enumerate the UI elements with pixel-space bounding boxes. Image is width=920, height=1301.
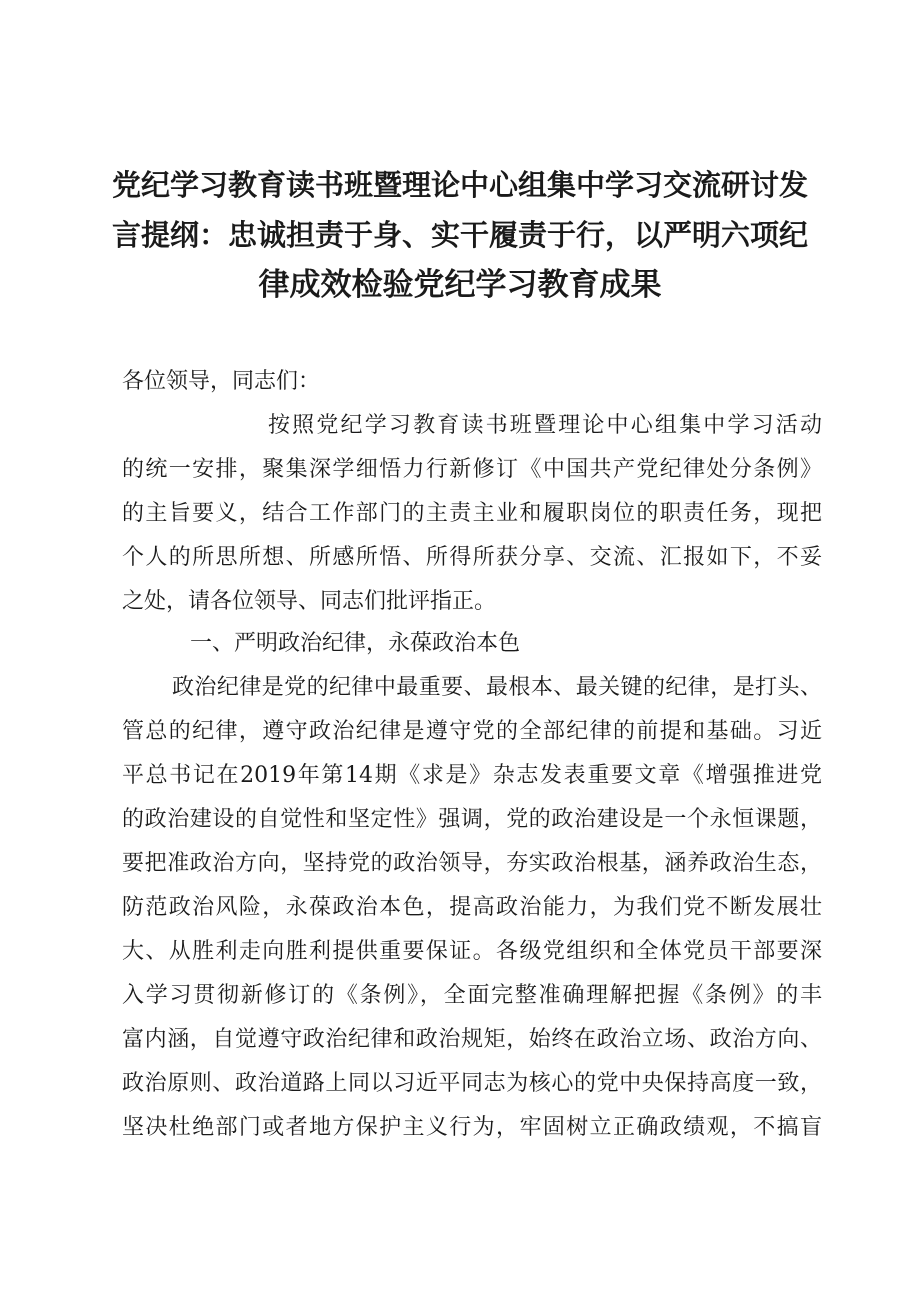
- document-title: [110, 160, 810, 310]
- paragraph-line: 之处，请各位领导、同志们批评指正。: [122, 589, 497, 614]
- salutation-text: 各位领导，同志们：: [122, 369, 321, 394]
- salutation: [122, 360, 822, 404]
- section-paragraph: [122, 666, 822, 1150]
- paragraph-line: 防范政治风险，永葆政治本色，提高政治能力，为我们党不断发展壮: [122, 895, 822, 920]
- paragraph-line: 按照党纪学习教育读书班暨理论中心组集中学习活动: [268, 413, 822, 438]
- paragraph-line: 入学习贯彻新修订的《条例》，全面完整准确理解把握《条例》的丰: [122, 983, 822, 1008]
- section-heading-text: 一、严明政治纪律，永葆政治本色: [190, 631, 521, 656]
- title-line: 言提纲：忠诚担责于身、实干履责于行，以严明六项纪: [111, 218, 808, 252]
- paragraph-line: 大、从胜利走向胜利提供重要保证。各级党组织和全体党员干部要深: [122, 939, 822, 964]
- paragraph-line: 平总书记在2019年第14期《求是》杂志发表重要文章《增强推进党: [122, 763, 822, 788]
- paragraph-line: 的统一安排，聚集深学细悟力行新修订《中国共产党纪律处分条例》: [122, 457, 822, 482]
- title-line: 律成效检验党纪学习教育成果: [258, 267, 662, 303]
- title-line: 党纪学习教育读书班暨理论中心组集中学习交流研讨发: [111, 168, 808, 202]
- intro-paragraph: [122, 404, 822, 624]
- paragraph-line: 的政治建设的自觉性和坚定性》强调，党的政治建设是一个永恒课题，: [122, 807, 822, 832]
- paragraph-line: 坚决杜绝部门或者地方保护主义行为，牢固树立正确政绩观，不搞盲: [122, 1115, 822, 1140]
- paragraph-line: 个人的所思所想、所感所悟、所得所获分享、交流、汇报如下，不妥: [122, 545, 822, 570]
- paragraph-line: 管总的纪律，遵守政治纪律是遵守党的全部纪律的前提和基础。习近: [122, 719, 822, 744]
- paragraph-line: 的主旨要义，结合工作部门的主责主业和履职岗位的职责任务，现把: [122, 501, 822, 526]
- paragraph-line: 政治纪律是党的纪律中最重要、最根本、最关键的纪律，是打头、: [172, 675, 822, 700]
- paragraph-line: 政治原则、政治道路上同以习近平同志为核心的党中央保持高度一致，: [122, 1071, 822, 1096]
- section-heading: [122, 622, 822, 666]
- paragraph-line: 要把准政治方向，坚持党的政治领导，夯实政治根基，涵养政治生态，: [122, 851, 822, 876]
- paragraph-line: 富内涵，自觉遵守政治纪律和政治规矩，始终在政治立场、政治方向、: [122, 1027, 822, 1052]
